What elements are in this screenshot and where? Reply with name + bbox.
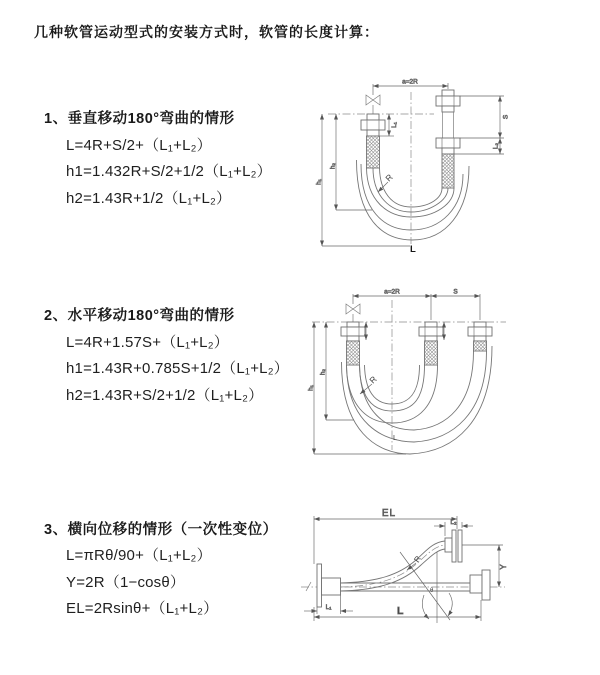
right-flange (470, 570, 490, 600)
span-label: a=2R (384, 288, 400, 296)
height-outer-label: h₁ (307, 385, 315, 391)
section-3-formula-l: L=πRθ/90+（L₁+L₂） (66, 547, 212, 564)
stroke-label: S (453, 288, 458, 296)
braided-hose-section (442, 154, 454, 188)
stroke-label: S (502, 114, 510, 120)
page-title: 几种软管运动型式的安装方式时，软管的长度计算： (34, 24, 379, 40)
height-inner-label: h₂ (319, 368, 327, 376)
diagram-horizontal-180-bend (306, 282, 558, 472)
dimension-stroke (454, 96, 510, 154)
displaced-flange (445, 530, 462, 562)
diagram-lateral-displacement (297, 500, 517, 655)
radius-label: R (383, 172, 395, 184)
section-1-heading: 1、垂直移动180°弯曲的情形 (44, 111, 235, 127)
left-flange (317, 564, 341, 607)
dimension-end-left (304, 595, 353, 614)
left-pipe-fitting (341, 322, 365, 365)
height-inner-label: h₂ (329, 162, 337, 170)
braided-hose-section (347, 341, 360, 365)
dimension-span (373, 79, 448, 96)
length-label: L (410, 244, 416, 255)
u-bend-hose-arcs (342, 346, 493, 454)
dimension-span (353, 289, 480, 321)
right-pipe-fitting (436, 90, 460, 188)
radius-callout (378, 172, 395, 192)
offset-label: Y (499, 564, 508, 570)
end-right-label: L₂ (492, 142, 500, 150)
end-left-label: L₁ (391, 122, 398, 128)
section-3-formula-y: Y=2R（1−cosθ） (66, 574, 186, 591)
section-2-heading: 2、水平移动180°弯曲的情形 (44, 308, 235, 324)
angle-construction (400, 552, 452, 623)
section-3-heading: 3、横向位移的情形（一次性变位） (44, 522, 278, 538)
valve-icon (346, 304, 360, 322)
end-left-label: L₁ (325, 604, 332, 611)
section-3-formula-el: EL=2Rsinθ+（L₁+L₂） (66, 600, 219, 617)
end-right-label: L₂ (450, 519, 457, 526)
section-1-formula-h2: h2=1.43R+1/2（L₁+L₂） (66, 190, 232, 207)
dimension-length (314, 600, 481, 621)
section-1-formula-h1: h1=1.432R+S/2+1/2（L₁+L₂） (66, 163, 272, 180)
diagram-vertical-180-bend (312, 70, 557, 262)
radius-label: R (412, 554, 423, 565)
section-2-formula-h2: h2=1.43R+S/2+1/2（L₁+L₂） (66, 387, 264, 404)
s-curve-hose (341, 541, 446, 591)
left-pipe-fitting (361, 114, 385, 168)
radius-label: R (367, 374, 379, 386)
el-label: EL (381, 508, 397, 519)
dimension-heights (316, 114, 411, 246)
section-1-formula-l: L=4R+S/2+（L₁+L₂） (66, 137, 212, 154)
length-label: L (393, 433, 398, 442)
valve-icon (366, 95, 380, 114)
braided-hose-section (367, 136, 380, 168)
middle-pipe-fitting (419, 322, 443, 365)
braided-hose-section (474, 341, 487, 351)
dimension-el (314, 508, 457, 564)
section-2-formula-h1: h1=1.43R+0.785S+1/2（L₁+L₂） (66, 360, 289, 377)
length-label: L (397, 605, 404, 617)
centerline-break-mark (306, 582, 311, 591)
section-2-formula-l: L=4R+1.57S+（L₁+L₂） (66, 334, 229, 351)
braided-hose-section (425, 341, 438, 365)
radius-callout (407, 554, 423, 570)
angle-label: θ (430, 588, 434, 594)
span-label: a=2R (402, 78, 418, 86)
right-pipe-fitting (468, 322, 492, 351)
height-outer-label: h₁ (315, 179, 323, 185)
